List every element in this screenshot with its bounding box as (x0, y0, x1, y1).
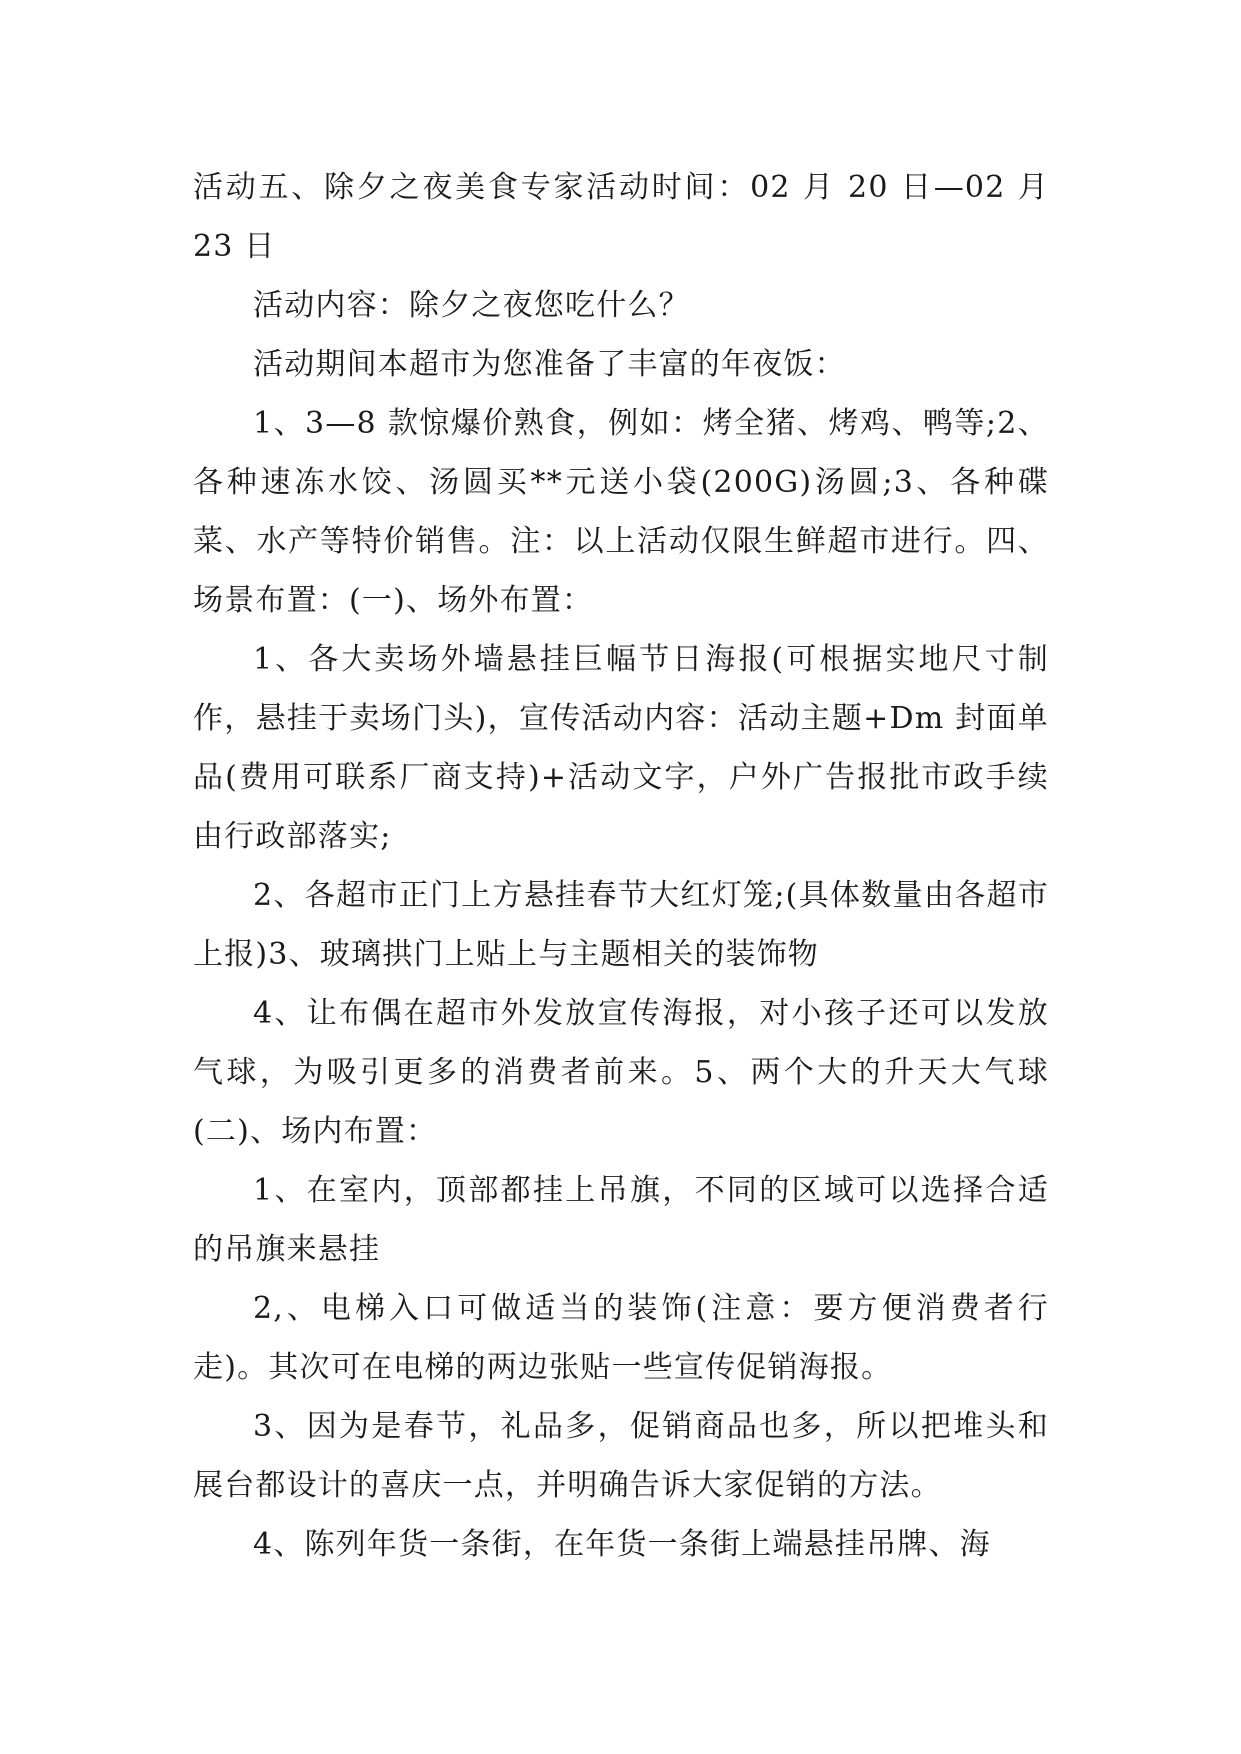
paragraph-lanterns: 2、各超市正门上方悬挂春节大红灯笼;(具体数量由各超市上报)3、玻璃拱门上贴上与主题相关的装饰物 (193, 878, 1049, 972)
paragraph-displays: 3、因为是春节，礼品多，促销商品也多，所以把堆头和展台都设计的喜庆一点，并明确告诉大家促销的方法。 (193, 1409, 1049, 1503)
paragraph-activity-period: 活动期间本超市为您准备了丰富的年夜饭： (253, 347, 846, 382)
paragraph-new-year-street: 4、陈列年货一条街，在年货一条街上端悬挂吊牌、海 (253, 1527, 991, 1562)
paragraph-elevator: 2,、电梯入口可做适当的装饰(注意：要方便消费者行走)。其次可在电梯的两边张贴一些宣传促销海报。 (193, 1291, 1049, 1385)
paragraph-activity-five: 活动五、除夕之夜美食专家活动时间：02 月 20 日—02 月 23 日 (193, 170, 1049, 264)
paragraph-indoor-flags: 1、在室内，顶部都挂上吊旗，不同的区域可以选择合适的吊旗来悬挂 (193, 1173, 1049, 1267)
paragraph-outdoor-poster: 1、各大卖场外墙悬挂巨幅节日海报(可根据实地尺寸制作，悬挂于卖场门头)，宣传活动内容：活动主题+Dm 封面单品(费用可联系厂商支持)+活动文字，户外广告报批市政手续由行政部落实; (193, 642, 1049, 854)
paragraph-activity-content: 活动内容：除夕之夜您吃什么？ (253, 288, 690, 323)
paragraph-deli-items: 1、3—8 款惊爆价熟食，例如：烤全猪、烤鸡、鸭等;2、各种速冻水饺、汤圆买**元送小袋(200G)汤圆;3、各种碟菜、水产等特价销售。注：以上活动仅限生鲜超市进行。四、场景布置：(一)、场外布置： (193, 406, 1049, 618)
document-body (193, 158, 1049, 1574)
paragraph-mascot-balloons: 4、让布偶在超市外发放宣传海报，对小孩子还可以发放气球，为吸引更多的消费者前来。5、两个大的升天大气球(二)、场内布置： (193, 996, 1049, 1149)
